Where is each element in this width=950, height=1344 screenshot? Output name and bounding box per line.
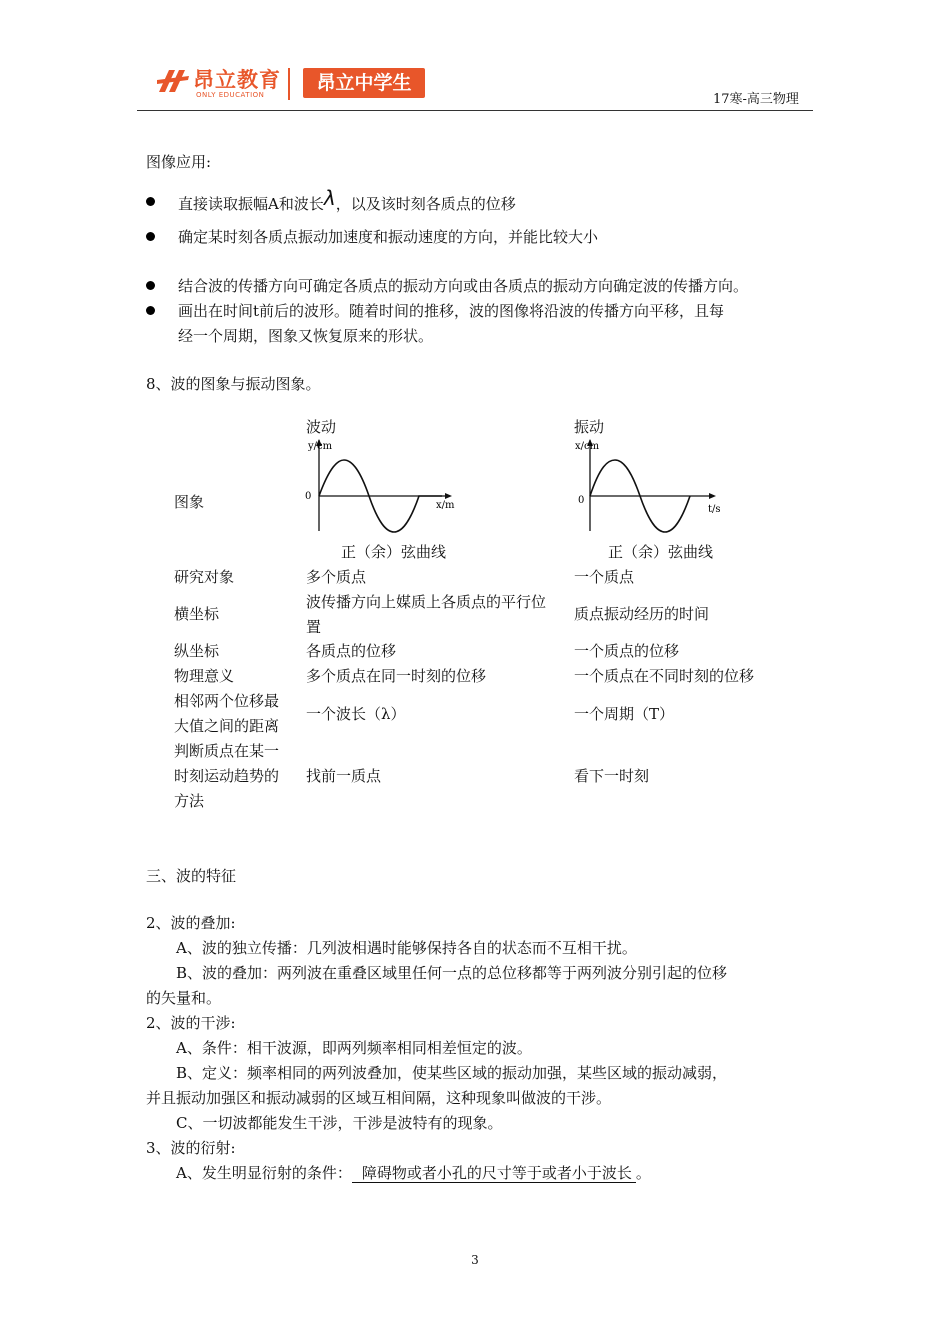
course-label: 17寒-高三物理 (713, 92, 799, 107)
bullet-text-4-line1: 画出在时间t前后的波形。随着时间的推移，波的图像将沿波的传播方向平移，且每 (178, 302, 725, 320)
row-wave-cell: 多个质点在同一时刻的位移 (306, 667, 487, 685)
superposition-b-line2: 的矢量和。 (146, 989, 222, 1007)
vib-origin: 0 (578, 495, 585, 506)
row-wave-cell-line1: 波传播方向上媒质上各质点的平行位 (306, 593, 547, 611)
row-vib-cell: 一个质点的位移 (574, 642, 680, 660)
interference-title: 2、波的干涉: (146, 1014, 236, 1032)
row-vib-cell: 一个周期（T） (574, 705, 675, 723)
section8-title: 8、波的图象与振动图象。 (146, 375, 321, 393)
row-wave-cell: 找前一质点 (306, 767, 382, 785)
wave-xlabel: x/m (436, 500, 455, 511)
row-label-line1: 相邻两个位移最 (174, 692, 280, 710)
brand-logo-icon (155, 66, 191, 96)
row-label: 横坐标 (174, 605, 220, 623)
vib-ylabel: x/cm (575, 441, 600, 452)
col-header-wave: 波动 (306, 418, 337, 436)
vib-x-arrow (709, 493, 716, 499)
logo-divider (288, 68, 290, 100)
interference-a: A、条件：相干波源，即两列频率相同相差恒定的波。 (176, 1039, 532, 1057)
superposition-b-line1: B、波的叠加：两列波在重叠区域里任何一点的总位移都等于两列波分别引起的位移 (176, 964, 728, 982)
section3-title: 三、波的特征 (146, 867, 237, 885)
graph-use-title: 图像应用: (146, 153, 212, 171)
row-vib-cell: 质点振动经历的时间 (574, 605, 710, 623)
bullet-icon (146, 197, 155, 206)
sub-brand-badge: 昂立中学生 (303, 68, 425, 98)
row-wave-cell-line2: 置 (306, 618, 322, 636)
caption-wave: 正（余）弦曲线 (341, 543, 447, 561)
bullet-text-4-line2: 经一个周期，图象又恢复原来的形状。 (178, 327, 434, 345)
wave-x-arrow (445, 493, 452, 499)
row-label: 纵坐标 (174, 642, 220, 660)
row-wave-cell: 各质点的位移 (306, 642, 397, 660)
diffraction-title: 3、波的衍射: (146, 1139, 236, 1157)
row-label-line1: 判断质点在某一 (174, 742, 280, 760)
superposition-a: A、波的独立传播：几列波相遇时能够保持各自的状态而不互相干扰。 (176, 939, 637, 957)
row-label: 研究对象 (174, 568, 235, 586)
page-number: 3 (471, 1253, 479, 1267)
wave-origin: 0 (305, 491, 312, 502)
wave-ylabel: y/cm (308, 441, 333, 452)
row-vib-cell: 一个质点 (574, 568, 635, 586)
col-header-vib: 振动 (574, 418, 605, 436)
interference-c: C、一切波都能发生干涉，干涉是波特有的现象。 (176, 1114, 503, 1132)
row-label-image: 图象 (174, 493, 205, 511)
bullet-text-3: 结合波的传播方向可确定各质点的振动方向或由各质点的振动方向确定波的传播方向。 (178, 277, 749, 295)
row-label-line3: 方法 (174, 792, 205, 810)
row-label-line2: 时刻运动趋势的 (174, 767, 280, 785)
superposition-title: 2、波的叠加: (146, 914, 236, 932)
row-vib-cell: 看下一时刻 (574, 767, 650, 785)
row-vib-cell: 一个质点在不同时刻的位移 (574, 667, 755, 685)
bullet-icon (146, 281, 155, 290)
header-rule (137, 110, 813, 111)
row-label: 物理意义 (174, 667, 235, 685)
caption-vib: 正（余）弦曲线 (608, 543, 714, 561)
interference-b-line1: B、定义：频率相同的两列波叠加，使某些区域的振动加强，某些区域的振动减弱， (176, 1064, 728, 1082)
vibration-graph (572, 436, 732, 536)
diffraction-a: A、发生明显衍射的条件： 障碍物或者小孔的尺寸等于或者小于波长 。 (176, 1164, 651, 1182)
row-wave-cell: 一个波长（λ） (306, 705, 406, 723)
bullet-icon (146, 306, 155, 315)
vib-xlabel: t/s (708, 504, 721, 515)
bullet-text-1: 直接读取振幅A和波长λ，以及该时刻各质点的位移 (178, 186, 516, 213)
brand-name: 昂立教育 (193, 68, 281, 92)
brand-en: ONLY EDUCATION (196, 91, 265, 99)
diffraction-answer: 障碍物或者小孔的尺寸等于或者小于波长 (352, 1164, 636, 1183)
wave-graph (302, 436, 472, 536)
row-label-line2: 大值之间的距离 (174, 717, 280, 735)
bullet-text-2: 确定某时刻各质点振动加速度和振动速度的方向，并能比较大小 (178, 228, 599, 246)
interference-b-line2: 并且振动加强区和振动减弱的区域互相间隔，这种现象叫做波的干涉。 (146, 1089, 612, 1107)
bullet-icon (146, 232, 155, 241)
row-wave-cell: 多个质点 (306, 568, 367, 586)
